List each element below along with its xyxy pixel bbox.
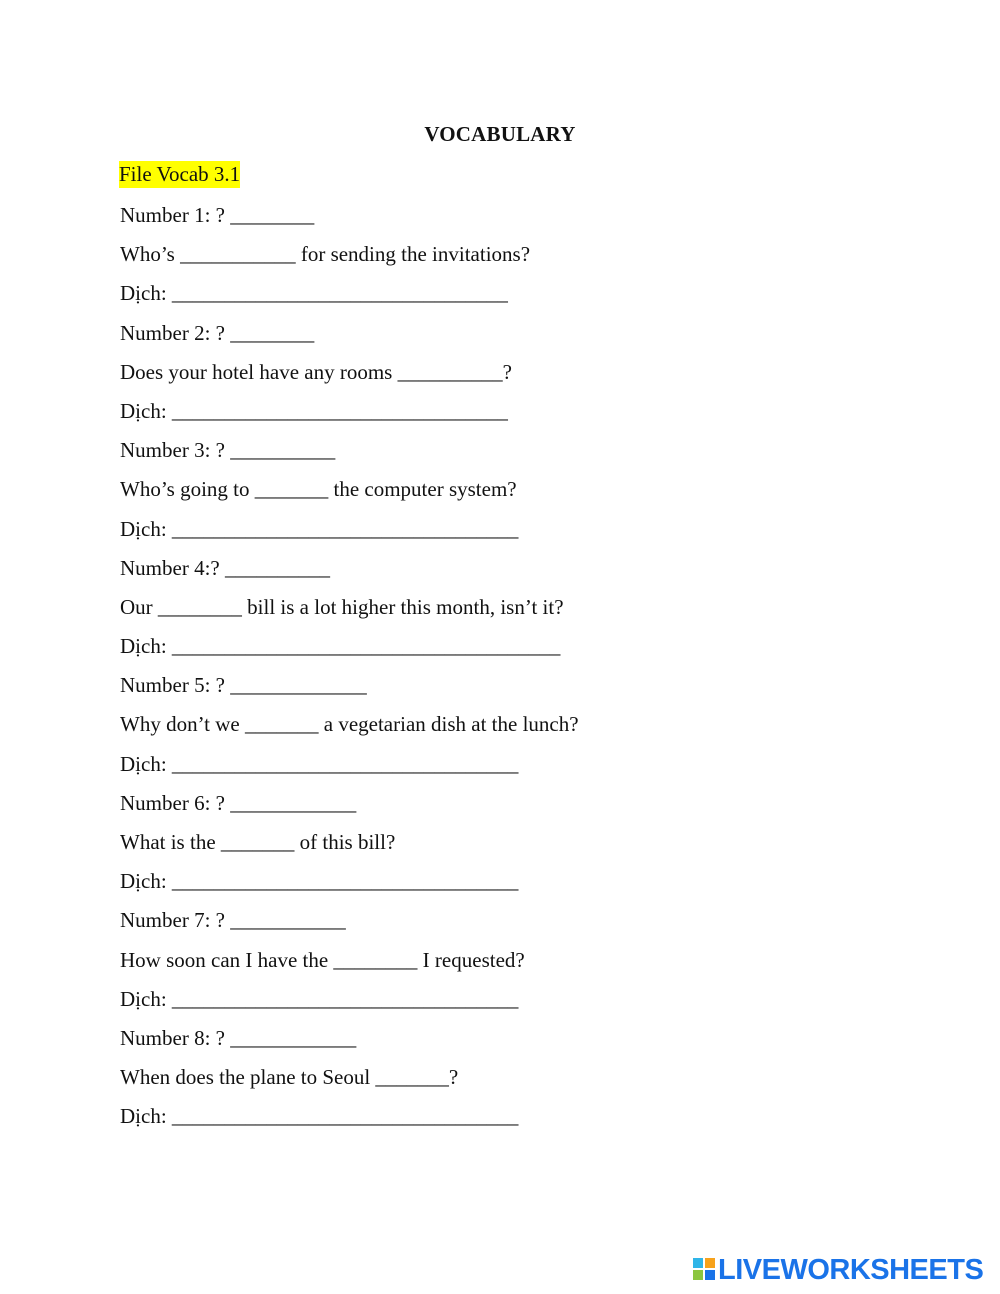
file-label [119,160,240,188]
translation-3-line: Dịch: _________________________________ [120,516,519,541]
translation-8-line: Dịch: _________________________________ [120,1104,519,1129]
number-2-line: Number 2: ? ________ [120,320,315,345]
translation-6-line: Dịch: _________________________________ [120,869,519,894]
translation-4-line: Dịch: _____________________________________ [120,634,561,659]
translation-5-line: Dịch: _________________________________ [120,751,519,776]
sentence-8-line: When does the plane to Seoul _______? [120,1065,459,1090]
translation-2-line: Dịch: ________________________________ [120,398,508,423]
number-5-line: Number 5: ? _____________ [120,673,367,698]
sentence-2-line: Does your hotel have any rooms __________? [120,359,512,384]
liveworksheets-mark-icon [693,1258,715,1280]
sentence-4-line: Our ________ bill is a lot higher this month, isn’t it? [120,594,564,619]
number-7-line: Number 7: ? ___________ [120,908,346,933]
file-label-text: File Vocab 3.1 [119,162,241,186]
sentence-1-line: Who’s ___________ for sending the invitations? [120,242,531,267]
logo-text: LIVEWORKSHEETS [718,1254,984,1286]
number-8-line: Number 8: ? ____________ [120,1025,357,1050]
number-1-line: Number 1: ? ________ [120,203,315,227]
sentence-5-line: Why don’t we _______ a vegetarian dish at the lunch? [120,712,579,737]
sentence-7-line: How soon can I have the ________ I requested? [120,947,525,972]
number-3-line: Number 3: ? __________ [120,438,336,463]
liveworksheets-logo [693,1255,993,1285]
sentence-6-line: What is the _______ of this bill? [120,830,396,854]
sentence-3-line: Who’s going to _______ the computer system? [120,477,517,502]
translation-1-line: Dịch: ________________________________ [120,281,508,306]
number-6-line: Number 6: ? ____________ [120,790,357,815]
number-4-line: Number 4:? __________ [120,555,330,580]
page-title: VOCABULARY [424,122,576,146]
exercise-lines [120,202,880,1143]
translation-7-line: Dịch: _________________________________ [120,986,519,1011]
